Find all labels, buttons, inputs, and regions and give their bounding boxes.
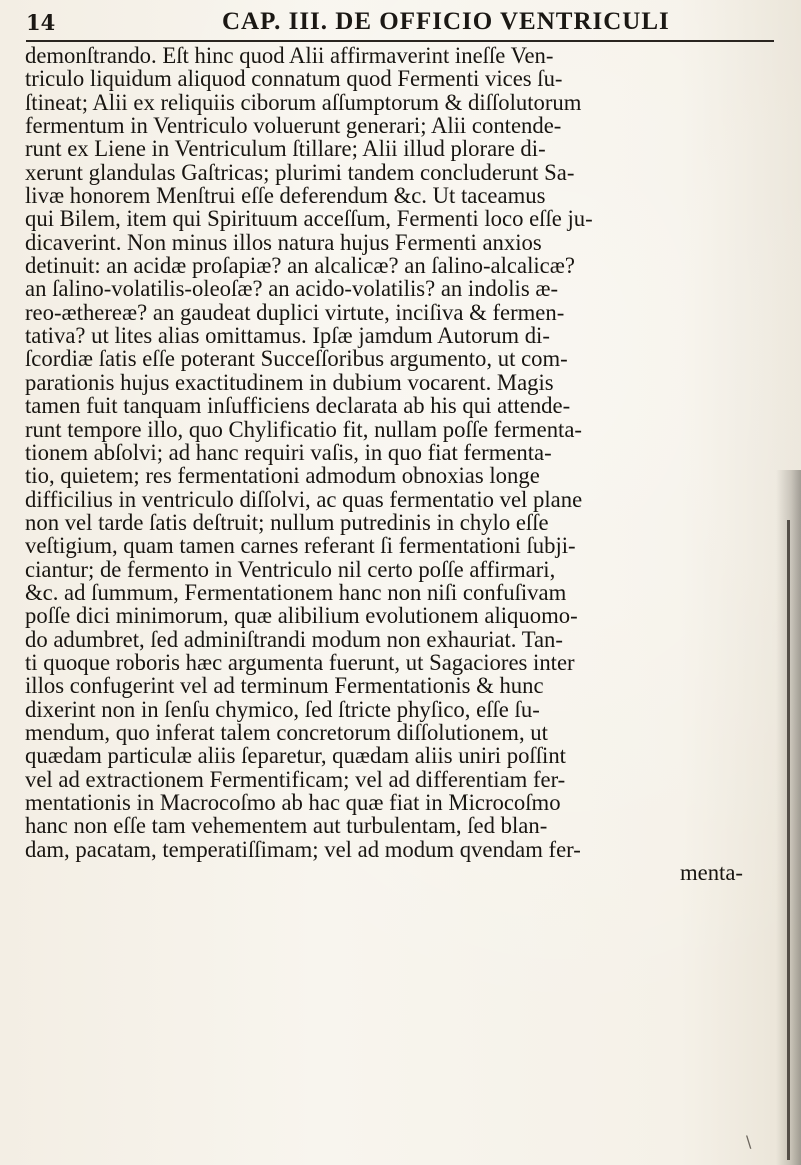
text-line: dixerint non in ſenſu chymico, ſed ſtricte phyſico, eſſe ſu-: [25, 696, 540, 722]
text-line: do adumbret, ſed adminiſtrandi modum non exhauriat. Tan-: [25, 626, 563, 652]
body-text: [25, 44, 791, 884]
text-line: triculo liquidum aliquod connatum quod Fermenti vices ſu-: [25, 66, 563, 92]
text-line: runt tempore illo, quo Chylificatio fit, nullam poſſe fermenta-: [25, 416, 582, 442]
text-line: an ſalino-volatilis-oleoſæ? an acido-volatilis? an indolis æ-: [25, 276, 559, 302]
running-head: CAP. III. DE OFFICIO VENTRICULI: [222, 8, 670, 35]
text-line: hanc non eſſe tam vehementem aut turbulentam, ſed blan-: [25, 813, 548, 839]
text-line: xerunt glandulas Gaſtricas; plurimi tandem concluderunt Sa-: [25, 159, 575, 185]
text-line: ciantur; de fermento in Ventriculo nil certo poſſe affirmari,: [25, 556, 556, 582]
text-line: runt ex Liene in Ventriculum ſtillare; Alii illud plorare di-: [25, 136, 546, 162]
text-line: parationis hujus exactitudinem in dubium vocarent. Magis: [25, 369, 554, 395]
text-line: veſtigium, quam tamen carnes referant ſi fermentationi ſubji-: [25, 533, 576, 559]
text-line: difficilius in ventriculo diſſolvi, ac quas fermentatio vel plane: [25, 486, 583, 512]
text-line: illos confugerint vel ad terminum Fermentationis & hunc: [25, 673, 544, 699]
scan-speck: \: [746, 1132, 752, 1151]
text-line: detinuit: an acidæ proſapiæ? an alcalicæ? an ſalino-alcalicæ?: [25, 253, 575, 279]
text-line: dam, pacatam, temperatiſſimam; vel ad modum qvendam fer-: [25, 836, 581, 862]
text-line: poſſe dici minimorum, quæ alibilium evolutionem aliquomo-: [25, 603, 578, 629]
text-line: demonſtrando. Eſt hinc quod Alii affirmaverint ineſſe Ven-: [25, 43, 554, 68]
text-line: dicaverint. Non minus illos natura hujus Fermenti anxios: [25, 229, 542, 255]
header-rule: [26, 40, 774, 42]
text-line: ſtineat; Alii ex reliquiis ciborum aſſumptorum & diſſolutorum: [25, 89, 582, 115]
text-line: &c. ad ſummum, Fermentationem hanc non niſi confuſivam: [25, 579, 567, 605]
text-line: tionem abſolvi; ad hanc requiri vaſis, in quo fiat fermenta-: [25, 439, 552, 465]
text-line: fermentum in Ventriculo voluerunt generari; Alii contende-: [25, 113, 562, 139]
text-line: non vel tarde ſatis deſtruit; nullum putredinis in chylo eſſe: [25, 509, 549, 535]
text-line: mendum, quo inferat talem concretorum diſſolutionem, ut: [25, 719, 548, 745]
text-line: ſcordiæ ſatis eſſe poterant Succeſſoribus argumento, ut com-: [25, 346, 568, 372]
text-line: livæ honorem Menſtrui eſſe deferendum &c. Ut taceamus: [25, 183, 546, 209]
text-line: tio, quietem; res fermentationi admodum obnoxias longe: [25, 463, 540, 489]
text-line: qui Bilem, item qui Spirituum acceſſum, Fermenti loco eſſe ju-: [25, 206, 593, 232]
text-line: reo-æthereæ? an gaudeat duplici virtute, inciſiva & fermen-: [25, 299, 565, 325]
text-line: quædam particulæ aliis ſeparetur, quædam aliis uniri poſſint: [25, 743, 566, 769]
text-line: vel ad extractionem Fermentificam; vel ad differentiam fer-: [25, 766, 566, 792]
text-line: mentationis in Macrocoſmo ab hac quæ fiat in Microcoſmo: [25, 790, 561, 815]
page-number: 14: [26, 10, 56, 35]
catchword: menta-: [680, 860, 743, 886]
page-edge-line: [787, 520, 790, 1160]
text-line: ti quoque roboris hæc argumenta fuerunt, ut Sagaciores inter: [25, 649, 575, 675]
text-line: tamen fuit tanquam inſufficiens declarata ab his qui attende-: [25, 393, 571, 419]
text-line: tativa? ut lites alias omittamus. Ipſæ jamdum Autorum di-: [25, 323, 550, 349]
